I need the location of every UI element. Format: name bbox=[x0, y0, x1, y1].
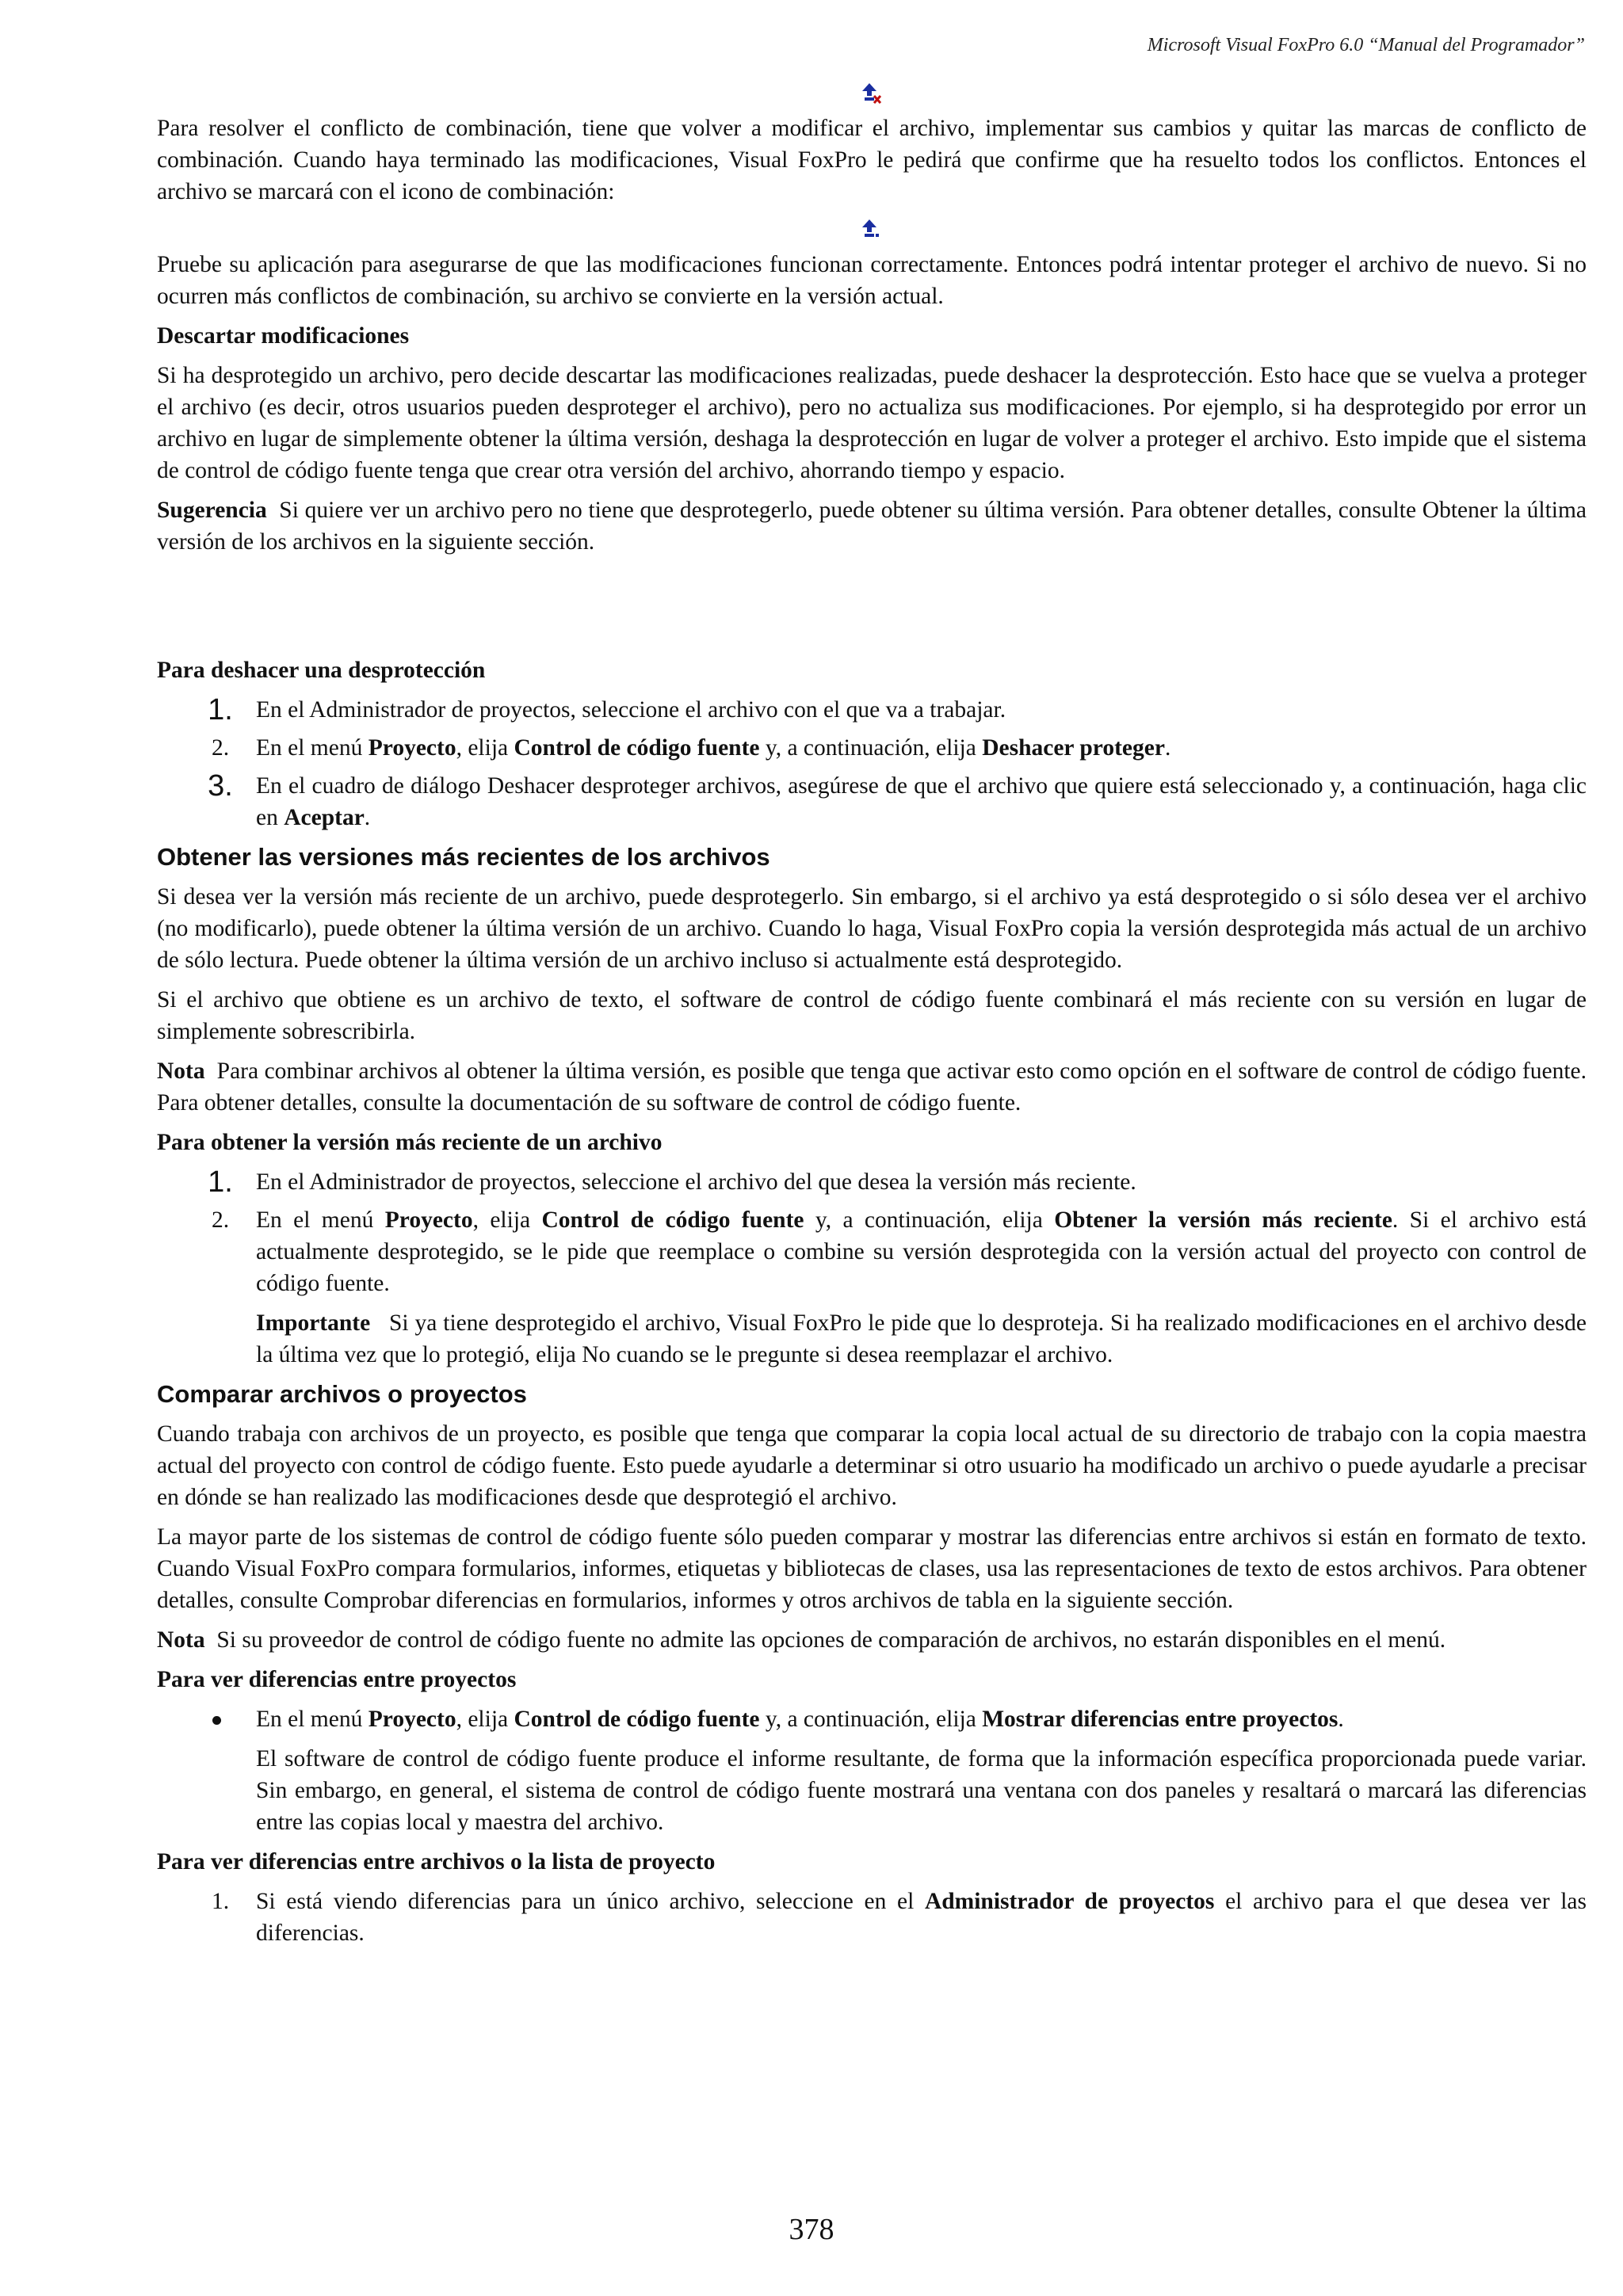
latest-subheading: Para obtener la versión más reciente de un archivo bbox=[157, 1130, 663, 1155]
menu-name: Proyecto bbox=[368, 1707, 456, 1732]
tip-text: Si quiere ver un archivo pero no tiene que desprotegerlo, puede obtener su última versión. Para obtener detalles, consulte Obtener la última versión de los archivos en la siguiente sección. bbox=[157, 498, 1587, 555]
list-item bbox=[157, 732, 1587, 764]
step-number: 2. bbox=[211, 735, 230, 761]
step-text: . Si el archivo está actualmente desprotegido, se le pide que reemplace o combine su versión desprotegida con la versión actual del proyecto con control de código fuente. bbox=[256, 1207, 1587, 1296]
compare-subheading-files: Para ver diferencias entre archivos o la lista de proyecto bbox=[157, 1849, 716, 1875]
merge-conflict-icon bbox=[861, 82, 882, 105]
menu-name: Control de código fuente bbox=[541, 1207, 804, 1233]
menu-name: Control de código fuente bbox=[514, 1707, 760, 1732]
step-number: 3. bbox=[208, 769, 233, 803]
intro-paragraph-1: Para resolver el conflicto de combinación, tiene que volver a modificar el archivo, implementar sus cambios y quitar las marcas de conflicto de combinación. Cuando haya terminado las modificaciones, Visual FoxPro le pedirá que confirme que ha resuelto todos los conflictos. Entonces el archivo se marcará con el icono de combinación: bbox=[157, 116, 1587, 204]
undo-steps-list bbox=[157, 694, 1587, 833]
latest-heading: Obtener las versiones más recientes de los archivos bbox=[157, 843, 770, 871]
conflict-icon-row bbox=[157, 79, 1587, 108]
step-text: , elija bbox=[456, 735, 514, 761]
step-text: . bbox=[1164, 735, 1171, 761]
list-item bbox=[157, 1886, 1587, 1949]
compare-bullet-paragraph: El software de control de código fuente produce el informe resultante, de forma que la información específica proporcionada puede variar. Sin embargo, en general, el sistema de control de código fuente mostrará una ventana con dos paneles y resaltará o marcará las diferencias entre las copias local y maestra del archivo. bbox=[256, 1746, 1587, 1835]
step-text: y, a continuación, elija bbox=[759, 1707, 983, 1732]
latest-steps-list bbox=[157, 1166, 1587, 1299]
step-text: , elija bbox=[472, 1207, 542, 1233]
step-text: En el Administrador de proyectos, seleccione el archivo con el que va a trabajar. bbox=[256, 697, 1006, 723]
window-name: Administrador de proyectos bbox=[924, 1889, 1215, 1914]
page-content bbox=[157, 79, 1587, 1957]
menu-name: Obtener la versión más reciente bbox=[1054, 1207, 1392, 1233]
tip-paragraph bbox=[157, 494, 1587, 558]
step-number: 1. bbox=[208, 1165, 233, 1199]
list-item bbox=[157, 1166, 1587, 1198]
compare-note bbox=[157, 1624, 1587, 1656]
list-item bbox=[157, 694, 1587, 726]
note-label: Nota bbox=[157, 1627, 205, 1653]
compare-bullet-list bbox=[157, 1703, 1587, 1735]
step-text: En el cuadro de diálogo Deshacer desproteger archivos, asegúrese de que el archivo que quiere está seleccionado y, a continuación, haga clic en bbox=[256, 773, 1587, 830]
compare-paragraph-1: Cuando trabaja con archivos de un proyecto, es posible que tenga que comparar la copia local actual de su directorio de trabajo con la copia maestra actual del proyecto con control de código fuente. Esto puede ayudarle a determinar si otro usuario ha modificado un archivo o puede ayudarle a precisar en dónde se han realizado las modificaciones desde que desprotegió el archivo. bbox=[157, 1421, 1587, 1510]
step-text: , elija bbox=[456, 1707, 514, 1732]
compare-heading: Comparar archivos o proyectos bbox=[157, 1380, 527, 1408]
menu-name: Mostrar diferencias entre proyectos bbox=[982, 1707, 1338, 1732]
step-text: . bbox=[1338, 1707, 1344, 1732]
list-item bbox=[157, 1204, 1587, 1299]
note-text: Si su proveedor de control de código fuente no admite las opciones de comparación de archivos, no estarán disponibles en el menú. bbox=[216, 1627, 1446, 1653]
compare-steps-list bbox=[157, 1886, 1587, 1949]
menu-name: Control de código fuente bbox=[514, 735, 760, 761]
compare-subheading-projects: Para ver diferencias entre proyectos bbox=[157, 1667, 517, 1692]
latest-note bbox=[157, 1055, 1587, 1119]
discard-paragraph: Si ha desprotegido un archivo, pero decide descartar las modificaciones realizadas, puede deshacer la desprotección. Esto hace que se vuelva a proteger el archivo (es decir, otros usuarios pueden desproteger el archivo), pero no actualiza sus modificaciones. Por ejemplo, si ha desprotegido por error un archivo en lugar de simplemente obtener la última versión, deshaga la desprotección en lugar de volver a proteger el archivo. Esto impide que el sistema de control de código fuente tenga que crear otra versión del archivo, ahorrando tiempo y espacio. bbox=[157, 363, 1587, 483]
step-text: Si está viendo diferencias para un único archivo, seleccione en el bbox=[256, 1889, 925, 1914]
intro-paragraph-2: Pruebe su aplicación para asegurarse de que las modificaciones funcionan correctamente. Entonces podrá intentar proteger el archivo de nuevo. Si no ocurren más conflictos de combinación, su archivo se convierte en la versión actual. bbox=[157, 252, 1587, 309]
page-header: Microsoft Visual FoxPro 6.0 “Manual del Programador” bbox=[1147, 35, 1585, 55]
step-text: En el menú bbox=[256, 1207, 385, 1233]
step-text: En el menú bbox=[256, 1707, 369, 1732]
important-label: Importante bbox=[256, 1310, 371, 1336]
step-number: 1. bbox=[208, 693, 233, 727]
list-item bbox=[157, 1703, 1587, 1735]
latest-paragraph-1: Si desea ver la versión más reciente de un archivo, puede desprotegerlo. Sin embargo, si el archivo ya está desprotegido o si sólo desea ver el archivo (no modificarlo), puede obtener la última versión de un archivo. Cuando lo haga, Visual FoxPro copia la versión desprotegida más actual de un archivo de sólo lectura. Puede obtener la última versión de un archivo incluso si actualmente está desprotegido. bbox=[157, 884, 1587, 973]
merge-icon bbox=[861, 219, 882, 241]
note-label: Nota bbox=[157, 1058, 205, 1084]
compare-paragraph-2: La mayor parte de los sistemas de control de código fuente sólo pueden comparar y mostrar las diferencias entre archivos si están en formato de texto. Cuando Visual FoxPro compara formularios, informes, etiquetas y bibliotecas de clases, usa las representaciones de texto de estos archivos. Para obtener detalles, consulte Comprobar diferencias en formularios, informes y otros archivos de tabla en la siguiente sección. bbox=[157, 1524, 1587, 1613]
step-text: En el menú bbox=[256, 735, 369, 761]
step-text: y, a continuación, elija bbox=[759, 735, 983, 761]
step-number: 1. bbox=[211, 1889, 230, 1914]
step-text: . bbox=[364, 805, 371, 830]
latest-paragraph-2: Si el archivo que obtiene es un archivo de texto, el software de control de código fuente combinará el más reciente con su versión en lugar de simplemente sobrescribirla. bbox=[157, 987, 1587, 1044]
step-text: En el Administrador de proyectos, seleccione el archivo del que desea la versión más reciente. bbox=[256, 1169, 1136, 1195]
menu-name: Deshacer proteger bbox=[982, 735, 1165, 761]
menu-name: Proyecto bbox=[368, 735, 456, 761]
menu-name: Proyecto bbox=[384, 1207, 473, 1233]
button-name: Aceptar bbox=[284, 805, 365, 830]
tip-label: Sugerencia bbox=[157, 498, 267, 523]
step-text: y, a continuación, elija bbox=[804, 1207, 1055, 1233]
list-item bbox=[157, 770, 1587, 833]
important-paragraph bbox=[157, 1307, 1587, 1371]
discard-heading: Descartar modificaciones bbox=[157, 323, 410, 349]
note-text: Para combinar archivos al obtener la última versión, es posible que tenga que activar esto como opción en el software de control de código fuente. Para obtener detalles, consulte la documentación de su software de control de código fuente. bbox=[157, 1058, 1587, 1116]
page-number: 378 bbox=[789, 2213, 834, 2246]
step-number: 2. bbox=[211, 1207, 230, 1233]
important-text: Si ya tiene desprotegido el archivo, Visual FoxPro le pide que lo desproteja. Si ha realizado modificaciones en el archivo desde la última vez que lo protegió, elija No cuando se le pregunte si desea reemplazar el archivo. bbox=[256, 1310, 1587, 1367]
bullet-icon bbox=[212, 1716, 221, 1725]
merge-icon-row bbox=[157, 215, 1587, 244]
step-text: el archivo para el que desea ver las diferencias. bbox=[256, 1889, 1587, 1946]
undo-heading: Para deshacer una desprotección bbox=[157, 658, 486, 683]
section-gap bbox=[157, 566, 1587, 654]
